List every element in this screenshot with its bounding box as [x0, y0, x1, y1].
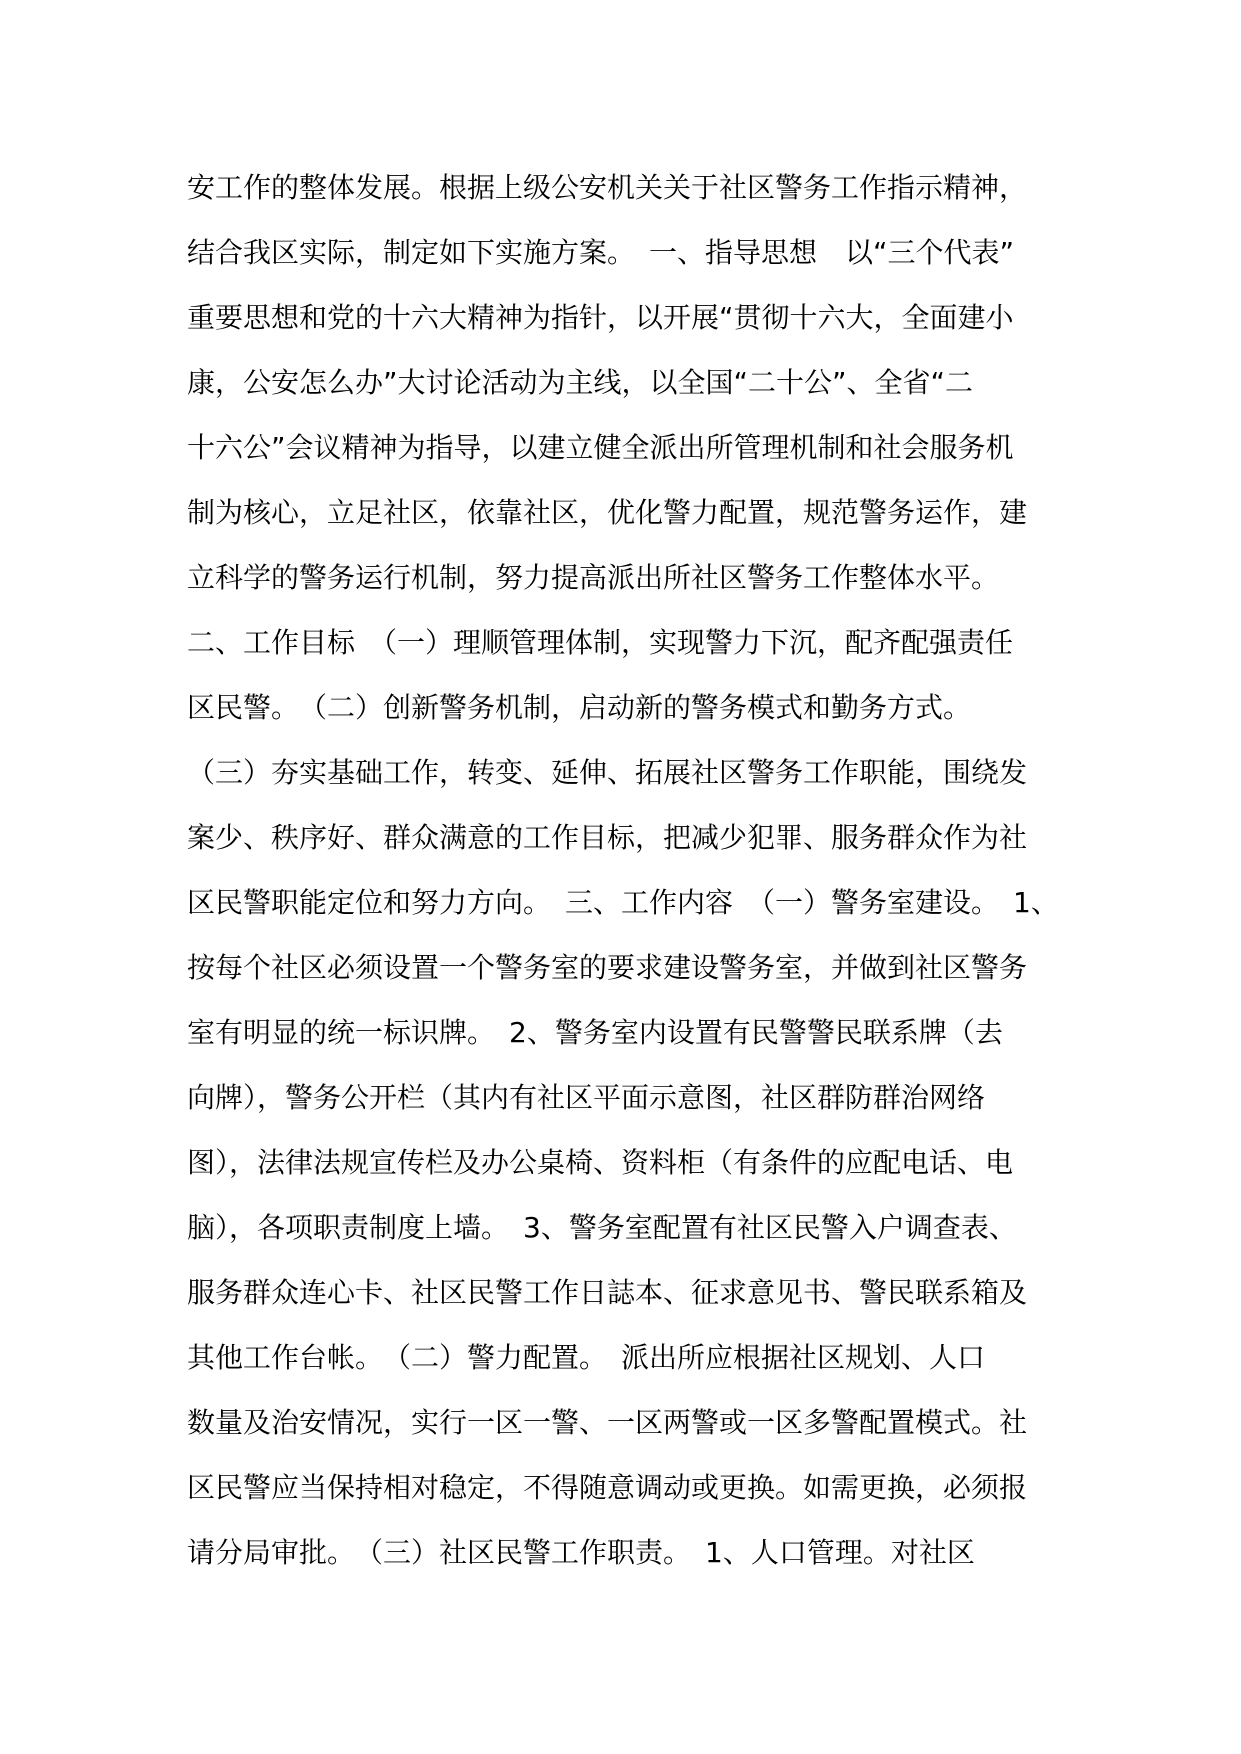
text-line: 请分局审批。 （三）社区民警工作职责。 1、人口管理。对社区: [187, 1536, 975, 1569]
text-line: 区民警职能定位和努力方向。 三、工作内容 （一）警务室建设。 1、: [187, 886, 1059, 919]
text-line: 室有明显的统一标识牌。 2、警务室内设置有民警警民联系牌（去: [187, 1016, 1003, 1049]
text-line: 重要思想和党的十六大精神为指针，以开展“贯彻十六大，全面建小: [187, 301, 1014, 334]
text-line: 康，公安怎么办”大讨论活动为主线，以全国“二十公”、全省“二: [187, 366, 974, 399]
text-line: 按每个社区必须设置一个警务室的要求建设警务室，并做到社区警务: [187, 951, 1028, 984]
text-line: 结合我区实际，制定如下实施方案。 一、指导思想 以“三个代表”: [187, 236, 1015, 269]
text-line: （三）夯实基础工作，转变、延伸、拓展社区警务工作职能，围绕发: [187, 756, 1028, 789]
text-line: 脑），各项职责制度上墙。 3、警务室配置有社区民警入户调查表、: [187, 1211, 1017, 1244]
text-line: 图），法律法规宣传栏及办公桌椅、资料柜（有条件的应配电话、电: [187, 1146, 1014, 1179]
text-line: 其他工作台帐。 （二）警力配置。 派出所应根据社区规划、人口: [187, 1341, 986, 1374]
text-line: 向牌），警务公开栏（其内有社区平面示意图，社区群防群治网络: [187, 1081, 986, 1114]
text-line: 制为核心，立足社区，依靠社区，优化警力配置，规范警务运作，建: [187, 496, 1028, 529]
text-line: 立科学的警务运行机制，努力提高派出所社区警务工作整体水平。: [187, 561, 1000, 594]
text-line: 二、工作目标 （一）理顺管理体制，实现警力下沉，配齐配强责任: [187, 626, 1014, 659]
text-line: 服务群众连心卡、社区民警工作日誌本、征求意见书、警民联系箱及: [187, 1276, 1028, 1309]
text-line: 数量及治安情况，实行一区一警、一区两警或一区多警配置模式。社: [187, 1406, 1028, 1439]
text-line: 安工作的整体发展。根据上级公安机关关于社区警务工作指示精神，: [187, 171, 1028, 204]
body-text: [187, 155, 1067, 1585]
text-line: 区民警应当保持相对稳定，不得随意调动或更换。如需更换，必须报: [187, 1471, 1028, 1504]
text-line: 十六公”会议精神为指导，以建立健全派出所管理机制和社会服务机: [187, 431, 1014, 464]
text-line: 区民警。 （二）创新警务机制，启动新的警务模式和勤务方式。: [187, 691, 972, 724]
text-line: 案少、秩序好、群众满意的工作目标，把减少犯罪、服务群众作为社: [187, 821, 1028, 854]
